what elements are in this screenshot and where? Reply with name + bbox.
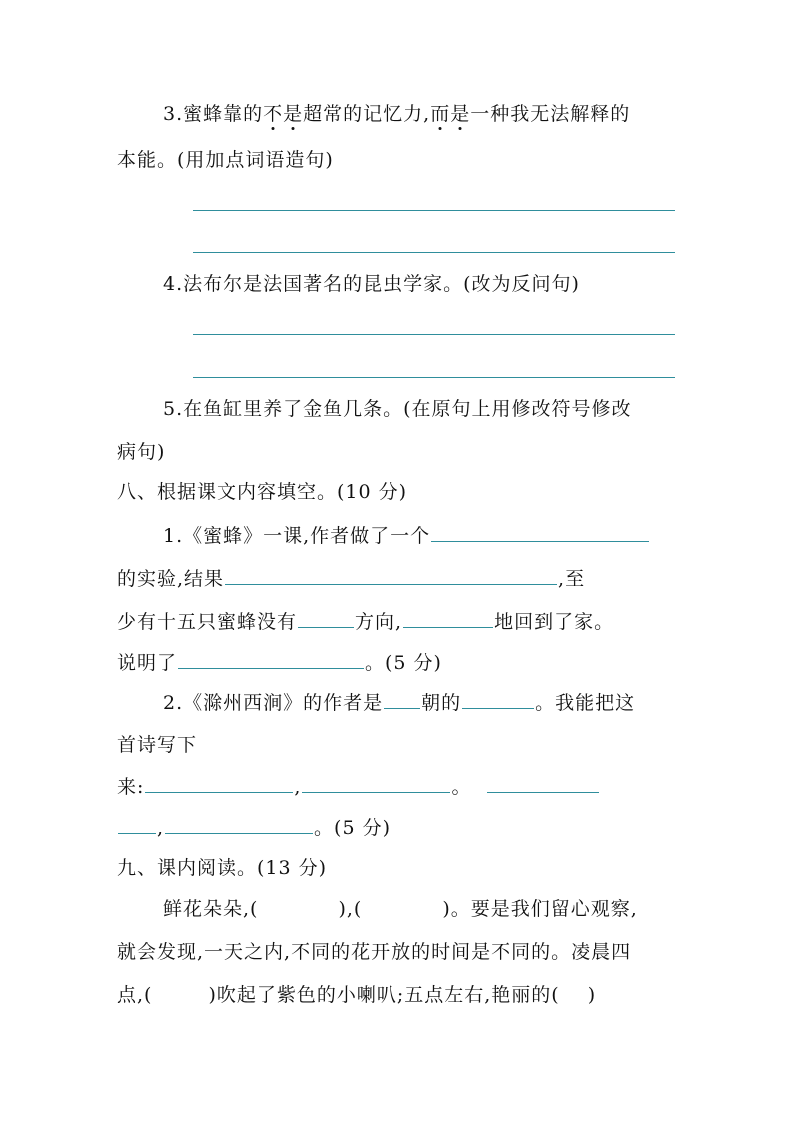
emphasized-char: 是 xyxy=(450,103,471,125)
s8-item2-text: 。(5 分) xyxy=(314,817,392,839)
s8-item2-line4 xyxy=(117,815,391,840)
s9-para-line3 xyxy=(117,983,596,1007)
s9-text: 鲜花朵朵,( xyxy=(163,898,259,920)
answer-line[interactable] xyxy=(193,377,675,378)
s8-item2-text: 。 xyxy=(451,776,472,798)
s9-text: )吹起了紫色的小喇叭;五点左右,艳丽的( xyxy=(208,984,560,1006)
fill-blank[interactable] xyxy=(302,774,450,793)
fill-blank[interactable] xyxy=(487,774,599,793)
fill-blank[interactable] xyxy=(165,815,313,834)
fill-blank[interactable] xyxy=(145,774,293,793)
s8-item1-line3 xyxy=(117,609,614,634)
answer-line[interactable] xyxy=(193,210,675,211)
q3-text: 一种我无法解释的 xyxy=(470,103,631,125)
s9-text: ) xyxy=(587,984,597,1006)
s8-item1-line2 xyxy=(117,566,585,591)
s8-item2-line1 xyxy=(163,690,635,715)
answer-line[interactable] xyxy=(193,334,675,335)
s8-item1-text: 方向, xyxy=(355,611,403,633)
s9-text: ),( xyxy=(338,898,363,920)
fill-blank[interactable] xyxy=(431,523,649,542)
s8-item2-text: , xyxy=(294,776,302,798)
s8-item1-text: 地回到了家。 xyxy=(494,611,615,633)
question-5-line1: 5.在鱼缸里养了金鱼几条。(在原句上用修改符号修改 xyxy=(163,398,632,420)
s8-item2-line2: 首诗写下 xyxy=(117,734,198,756)
fill-blank[interactable] xyxy=(178,650,364,669)
s8-item2-text: 。我能把这 xyxy=(535,692,636,714)
question-4: 4.法布尔是法国著名的昆虫学家。(改为反问句) xyxy=(163,273,580,295)
section-8-title: 八、根据课文内容填空。(10 分) xyxy=(117,481,408,503)
s8-item2-text: , xyxy=(157,817,165,839)
fill-blank[interactable] xyxy=(462,690,534,709)
fill-blank[interactable] xyxy=(298,609,354,628)
s9-text: )。要是我们留心观察, xyxy=(442,898,638,920)
s8-item1-text: 。(5 分) xyxy=(365,652,442,674)
s8-item2-text: 2.《滁州西涧》的作者是 xyxy=(163,692,384,714)
s8-item1-text: ,至 xyxy=(558,568,586,590)
s8-item1-text: 少有十五只蜜蜂没有 xyxy=(117,611,298,633)
question-3-line1 xyxy=(163,102,630,126)
q3-text: 3.蜜蜂靠的 xyxy=(163,103,264,125)
s8-item2-line3 xyxy=(117,774,600,799)
s9-para-line2: 就会发现,一天之内,不同的花开放的时间是不同的。凌晨四 xyxy=(117,941,632,963)
emphasized-char: 不 xyxy=(263,103,284,125)
fill-blank[interactable] xyxy=(225,566,557,585)
answer-line[interactable] xyxy=(193,252,675,253)
emphasized-char: 是 xyxy=(283,103,304,125)
s8-item1-line4 xyxy=(117,650,442,675)
emphasized-char: 而 xyxy=(430,103,451,125)
s8-item2-text: 朝的 xyxy=(421,692,462,714)
fill-blank[interactable] xyxy=(403,609,493,628)
fill-blank[interactable] xyxy=(384,690,420,709)
question-3-line2: 本能。(用加点词语造句) xyxy=(117,149,334,171)
section-9-title: 九、课内阅读。(13 分) xyxy=(117,857,328,879)
s8-item2-text: 来: xyxy=(117,776,145,798)
s8-item1-text: 说明了 xyxy=(117,652,178,674)
q3-text: 超常的记忆力, xyxy=(303,103,431,125)
question-5-line2: 病句) xyxy=(117,441,166,463)
s8-item1-text: 的实验,结果 xyxy=(117,568,225,590)
s9-para-line1 xyxy=(163,897,638,921)
s9-text: 点,( xyxy=(117,984,153,1006)
s8-item1-line1 xyxy=(163,523,650,548)
fill-blank[interactable] xyxy=(118,815,156,834)
s8-item1-text: 1.《蜜蜂》一课,作者做了一个 xyxy=(163,525,431,547)
